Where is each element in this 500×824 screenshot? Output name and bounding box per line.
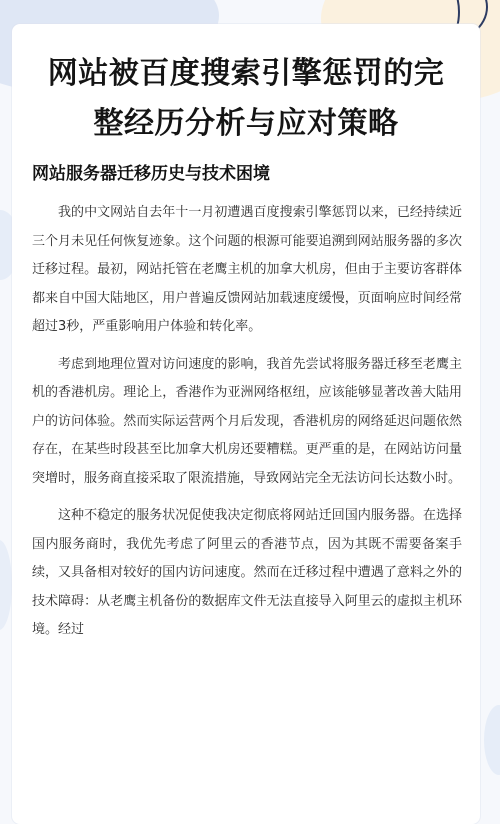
paragraph: 这种不稳定的服务状况促使我决定彻底将网站迁回国内服务器。在选择国内服务商时，我优先考虑了阿里云的香港节点，因为其既不需要备案手续，又具备相对较好的国内访问速度。然而在迁移过程中遭遇了意料之外的技术障碍：从老鹰主机备份的数据库文件无法直接导入阿里云的虚拟主机环境。经过	[32, 508, 462, 637]
decorative-blob	[484, 705, 500, 775]
article-title: 网站被百度搜索引擎惩罚的完整经历分析与应对策略	[47, 56, 445, 141]
paragraph: 考虑到地理位置对访问速度的影响，我首先尝试将服务器迁移至老鹰主机的香港机房。理论上，香港作为亚洲网络枢纽，应该能够显著改善大陆用户的访问体验。然而实际运营两个月后发现，香港机房的网络延迟问题依然存在，在某些时段甚至比加拿大机房还要糟糕。更严重的是，在网站访问量突增时，服务商直接采取了限流措施，导致网站完全无法访问长达数小时。	[32, 356, 462, 486]
decorative-blob	[0, 540, 12, 630]
article-card	[12, 24, 480, 824]
article-body	[32, 199, 462, 654]
section-heading: 网站服务器迁移历史与技术困境	[32, 164, 270, 184]
paragraph: 我的中文网站自去年十一月初遭遇百度搜索引擎惩罚以来，已经持续近三个月未见任何恢复迹象。这个问题的根源可能要追溯到网站服务器的多次迁移过程。最初，网站托管在老鹰主机的加拿大机房，但由于主要访客群体都来自中国大陆地区，用户普遍反馈网站加载速度缓慢，页面响应时间经常超过3秒，严重影响用户体验和转化率。	[32, 205, 462, 334]
